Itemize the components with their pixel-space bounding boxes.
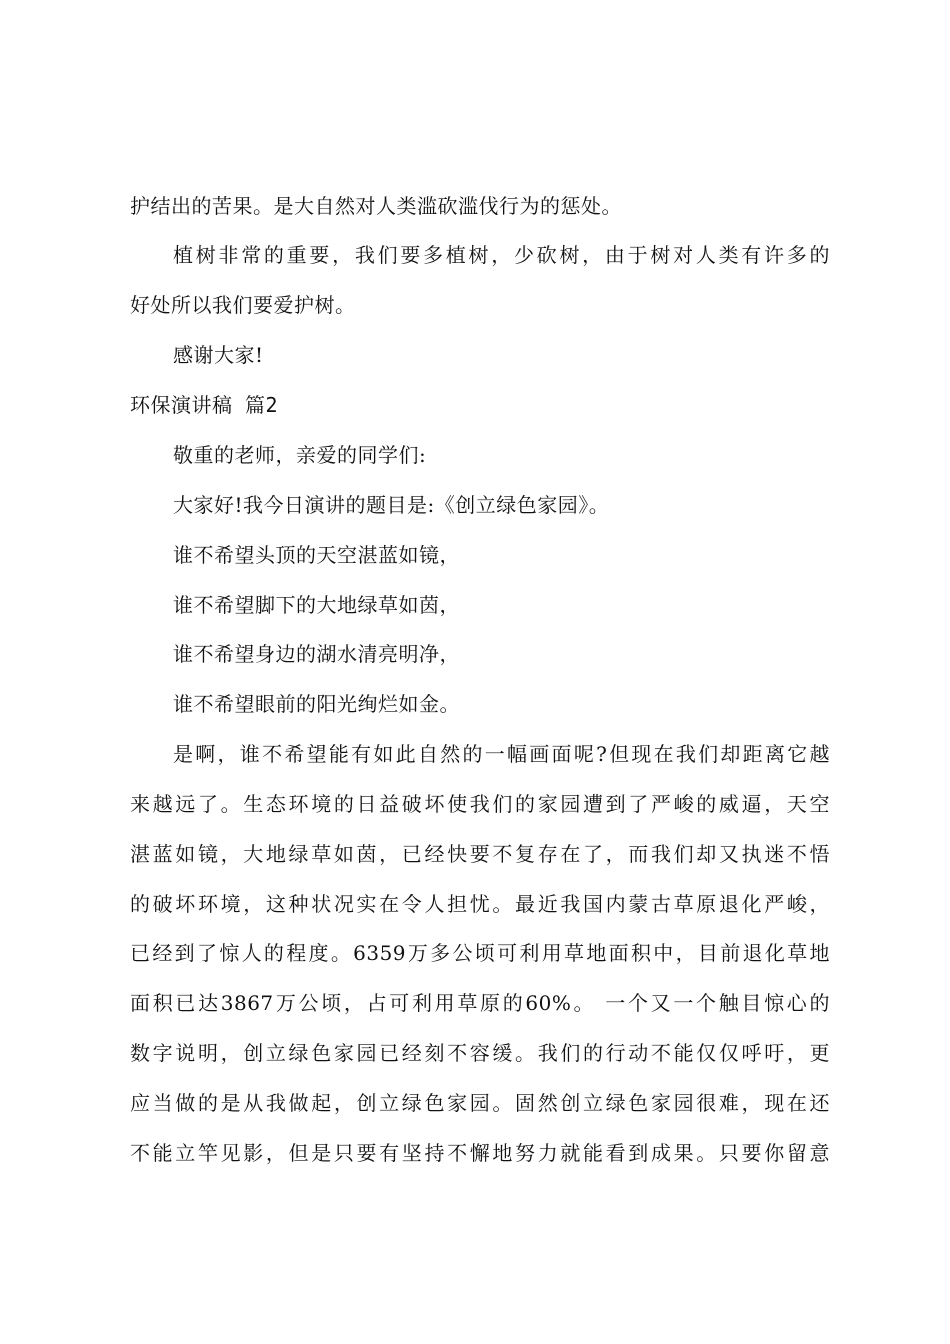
paragraph-line: 已经到了惊人的程度。6359万多公顷可利用草地面积中，目前退化草地 [130,941,830,965]
paragraph-line: 数字说明，创立绿色家园已经刻不容缓。我们的行动不能仅仅呼吁，更 [130,1041,830,1065]
paragraph-line: 好处所以我们要爱护树。 [130,293,356,317]
paragraph-line: 感谢大家! [173,343,264,367]
paragraph-line: 植树非常的重要，我们要多植树，少砍树，由于树对人类有许多的 [173,243,830,267]
section-heading: 环保演讲稿 篇2 [130,393,279,417]
paragraph-line: 谁不希望眼前的阳光绚烂如金。 [173,692,460,716]
paragraph-line: 的破坏环境，这种状况实在令人担忧。最近我国内蒙古草原退化严峻， [130,892,830,916]
paragraph-line: 面积已达3867万公顷，占可利用草原的60%。 一个又一个触目惊心的 [130,991,830,1015]
paragraph-line: 谁不希望头顶的天空湛蓝如镜， [173,543,460,567]
paragraph-line: 敬重的老师，亲爱的同学们: [173,443,427,467]
paragraph-line: 大家好!我今日演讲的题目是:《创立绿色家园》。 [173,493,610,517]
paragraph-line: 谁不希望身边的湖水清亮明净， [173,642,460,666]
paragraph-line: 谁不希望脚下的大地绿草如茵， [173,593,460,617]
paragraph-line: 应当做的是从我做起，创立绿色家园。固然创立绿色家园很难，现在还 [130,1091,830,1115]
paragraph-line: 护结出的苦果。是大自然对人类滥砍滥伐行为的惩处。 [130,194,622,218]
paragraph-line: 是啊，谁不希望能有如此自然的一幅画面呢?但现在我们却距离它越 [173,742,830,766]
paragraph-line: 湛蓝如镜，大地绿草如茵，已经快要不复存在了，而我们却又执迷不悟 [130,842,830,866]
paragraph-line: 来越远了。生态环境的日益破坏使我们的家园遭到了严峻的威逼，天空 [130,792,830,816]
paragraph-line: 不能立竿见影，但是只要有坚持不懈地努力就能看到成果。只要你留意 [130,1141,830,1165]
